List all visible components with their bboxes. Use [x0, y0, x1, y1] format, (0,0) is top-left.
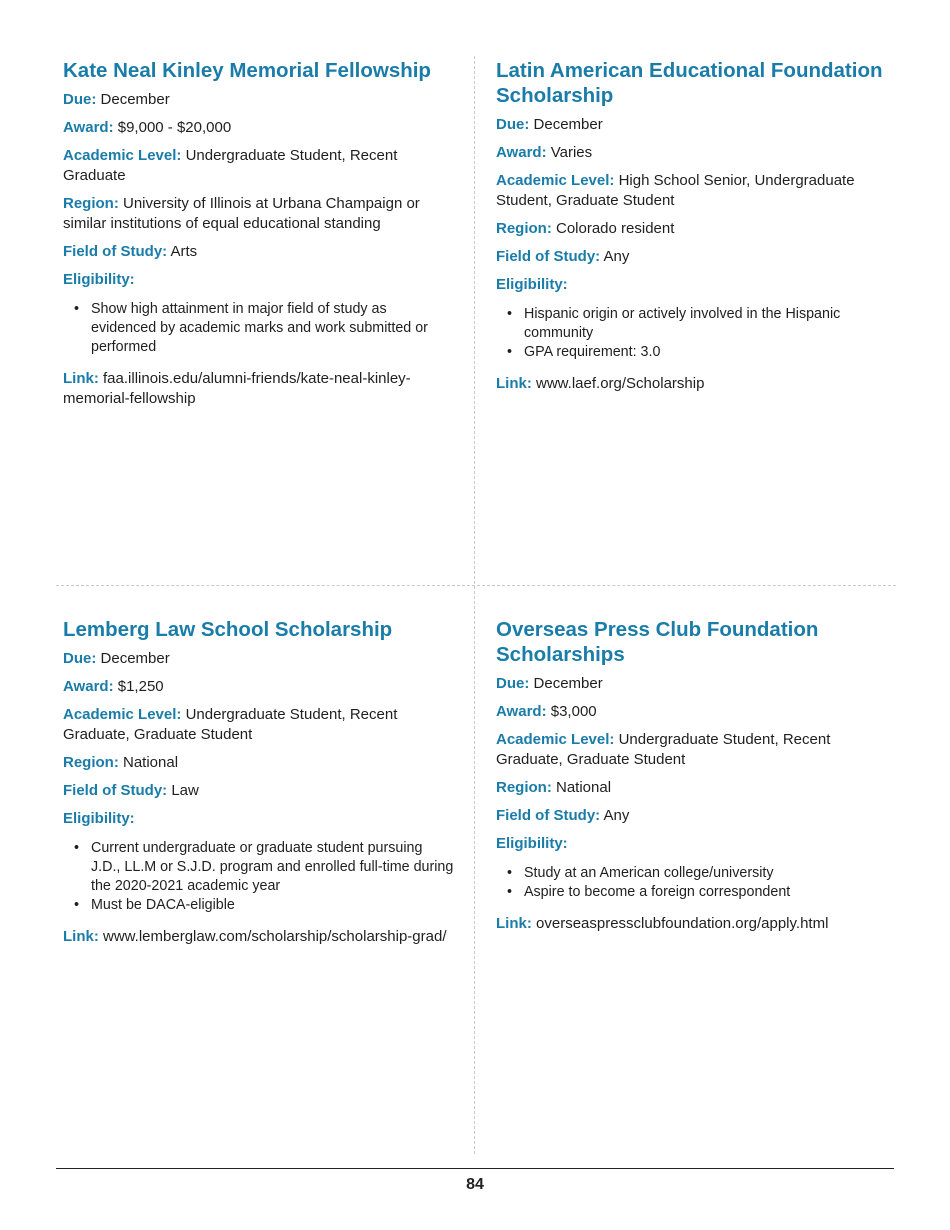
region-label: Region:: [496, 220, 552, 237]
region-value: National: [556, 779, 612, 796]
eligibility-heading: Eligibility:: [496, 276, 568, 293]
due-label: Due:: [496, 116, 530, 133]
field-of-study-label: Field of Study:: [496, 248, 601, 265]
due-field: [496, 115, 888, 135]
due-value: December: [533, 116, 603, 133]
scholarship-card: [63, 617, 455, 955]
link-label: Link:: [496, 915, 532, 932]
due-value: December: [100, 650, 170, 667]
eligibility-heading: Eligibility:: [496, 835, 568, 852]
region-label: Region:: [63, 195, 119, 212]
region-field: [63, 753, 455, 773]
eligibility-item: • Study at an American college/university: [524, 864, 888, 883]
academic-level-label: Academic Level:: [496, 172, 615, 189]
field-of-study-field: [496, 247, 888, 267]
column-divider: [474, 56, 475, 1154]
region-value: University of Illinois at Urbana Champaign or similar institutions of equal educational standing: [63, 195, 420, 232]
link-label: Link:: [63, 928, 99, 945]
field-of-study-label: Field of Study:: [63, 243, 168, 260]
due-field: [496, 674, 888, 694]
page-number: 84: [466, 1176, 484, 1193]
scholarship-title: Kate Neal Kinley Memorial Fellowship: [63, 59, 431, 82]
eligibility-item: • Hispanic origin or actively involved in the Hispanic community: [524, 305, 888, 343]
eligibility-heading: Eligibility:: [63, 271, 135, 288]
award-field: [496, 702, 888, 722]
award-label: Award:: [63, 678, 114, 695]
field-of-study-value: Any: [603, 807, 630, 824]
academic-level-label: Academic Level:: [496, 731, 615, 748]
scholarship-link[interactable]: faa.illinois.edu/alumni-friends/kate-neal-kinley-memorial-fellowship: [63, 370, 411, 407]
field-of-study-label: Field of Study:: [63, 782, 168, 799]
academic-level-value: Undergraduate Student, Recent Graduate: [63, 147, 398, 184]
award-value: $3,000: [550, 703, 597, 720]
link-field: [496, 914, 888, 934]
due-value: December: [533, 675, 603, 692]
eligibility-item: • GPA requirement: 3.0: [524, 343, 888, 362]
award-label: Award:: [496, 703, 547, 720]
academic-level-value: High School Senior, Undergraduate Student, Graduate Student: [496, 172, 855, 209]
field-of-study-field: [496, 806, 888, 826]
link-field: [63, 369, 455, 409]
scholarship-title: Lemberg Law School Scholarship: [63, 618, 393, 641]
academic-level-label: Academic Level:: [63, 147, 182, 164]
award-label: Award:: [496, 144, 547, 161]
award-label: Award:: [63, 119, 114, 136]
scholarship-link[interactable]: www.laef.org/Scholarship: [536, 375, 705, 392]
region-label: Region:: [63, 754, 119, 771]
scholarship-link[interactable]: www.lemberglaw.com/scholarship/scholarship-grad/: [103, 928, 447, 945]
award-value: $9,000 - $20,000: [117, 119, 232, 136]
scholarship-title: Overseas Press Club Foundation Scholarships: [496, 618, 819, 666]
due-field: [63, 90, 455, 110]
eligibility-item: • Aspire to become a foreign correspondent: [524, 883, 888, 902]
academic-level-label: Academic Level:: [63, 706, 182, 723]
eligibility-item: • Must be DACA-eligible: [91, 896, 455, 915]
row-divider: [56, 585, 896, 586]
due-label: Due:: [63, 91, 97, 108]
region-field: [63, 194, 455, 234]
academic-level-field: [496, 730, 888, 770]
link-label: Link:: [496, 375, 532, 392]
field-of-study-field: [63, 242, 455, 262]
scholarship-card: [63, 58, 455, 417]
award-value: Varies: [550, 144, 593, 161]
field-of-study-value: Any: [603, 248, 630, 265]
link-field: [63, 927, 455, 947]
award-field: [63, 118, 455, 138]
scholarship-card: [496, 617, 888, 942]
eligibility-list: [496, 864, 888, 902]
eligibility-item: • Current undergraduate or graduate student pursuing J.D., LL.M or S.J.D. program and enrolled full-time during the 2020-2021 academic year: [91, 839, 455, 896]
link-field: [496, 374, 888, 394]
region-value: Colorado resident: [556, 220, 675, 237]
academic-level-field: [63, 705, 455, 745]
due-field: [63, 649, 455, 669]
field-of-study-field: [63, 781, 455, 801]
scholarship-card: [496, 58, 888, 402]
due-label: Due:: [496, 675, 530, 692]
field-of-study-value: Arts: [170, 243, 198, 260]
award-value: $1,250: [117, 678, 164, 695]
due-value: December: [100, 91, 170, 108]
award-field: [63, 677, 455, 697]
scholarship-link[interactable]: overseaspressclubfoundation.org/apply.html: [536, 915, 829, 932]
region-field: [496, 778, 888, 798]
eligibility-list: [63, 839, 455, 915]
academic-level-field: [63, 146, 455, 186]
region-value: National: [123, 754, 179, 771]
region-label: Region:: [496, 779, 552, 796]
eligibility-list: [63, 300, 455, 357]
link-label: Link:: [63, 370, 99, 387]
eligibility-item: • Show high attainment in major field of study as evidenced by academic marks and work submitted or performed: [91, 300, 455, 357]
region-field: [496, 219, 888, 239]
footer-rule: [56, 1168, 894, 1169]
academic-level-value: Undergraduate Student, Recent Graduate, Graduate Student: [496, 731, 831, 768]
field-of-study-label: Field of Study:: [496, 807, 601, 824]
eligibility-heading: Eligibility:: [63, 810, 135, 827]
award-field: [496, 143, 888, 163]
field-of-study-value: Law: [171, 782, 199, 799]
scholarship-title: Latin American Educational Foundation Scholarship: [496, 59, 883, 107]
eligibility-list: [496, 305, 888, 362]
academic-level-field: [496, 171, 888, 211]
academic-level-value: Undergraduate Student, Recent Graduate, Graduate Student: [63, 706, 398, 743]
due-label: Due:: [63, 650, 97, 667]
